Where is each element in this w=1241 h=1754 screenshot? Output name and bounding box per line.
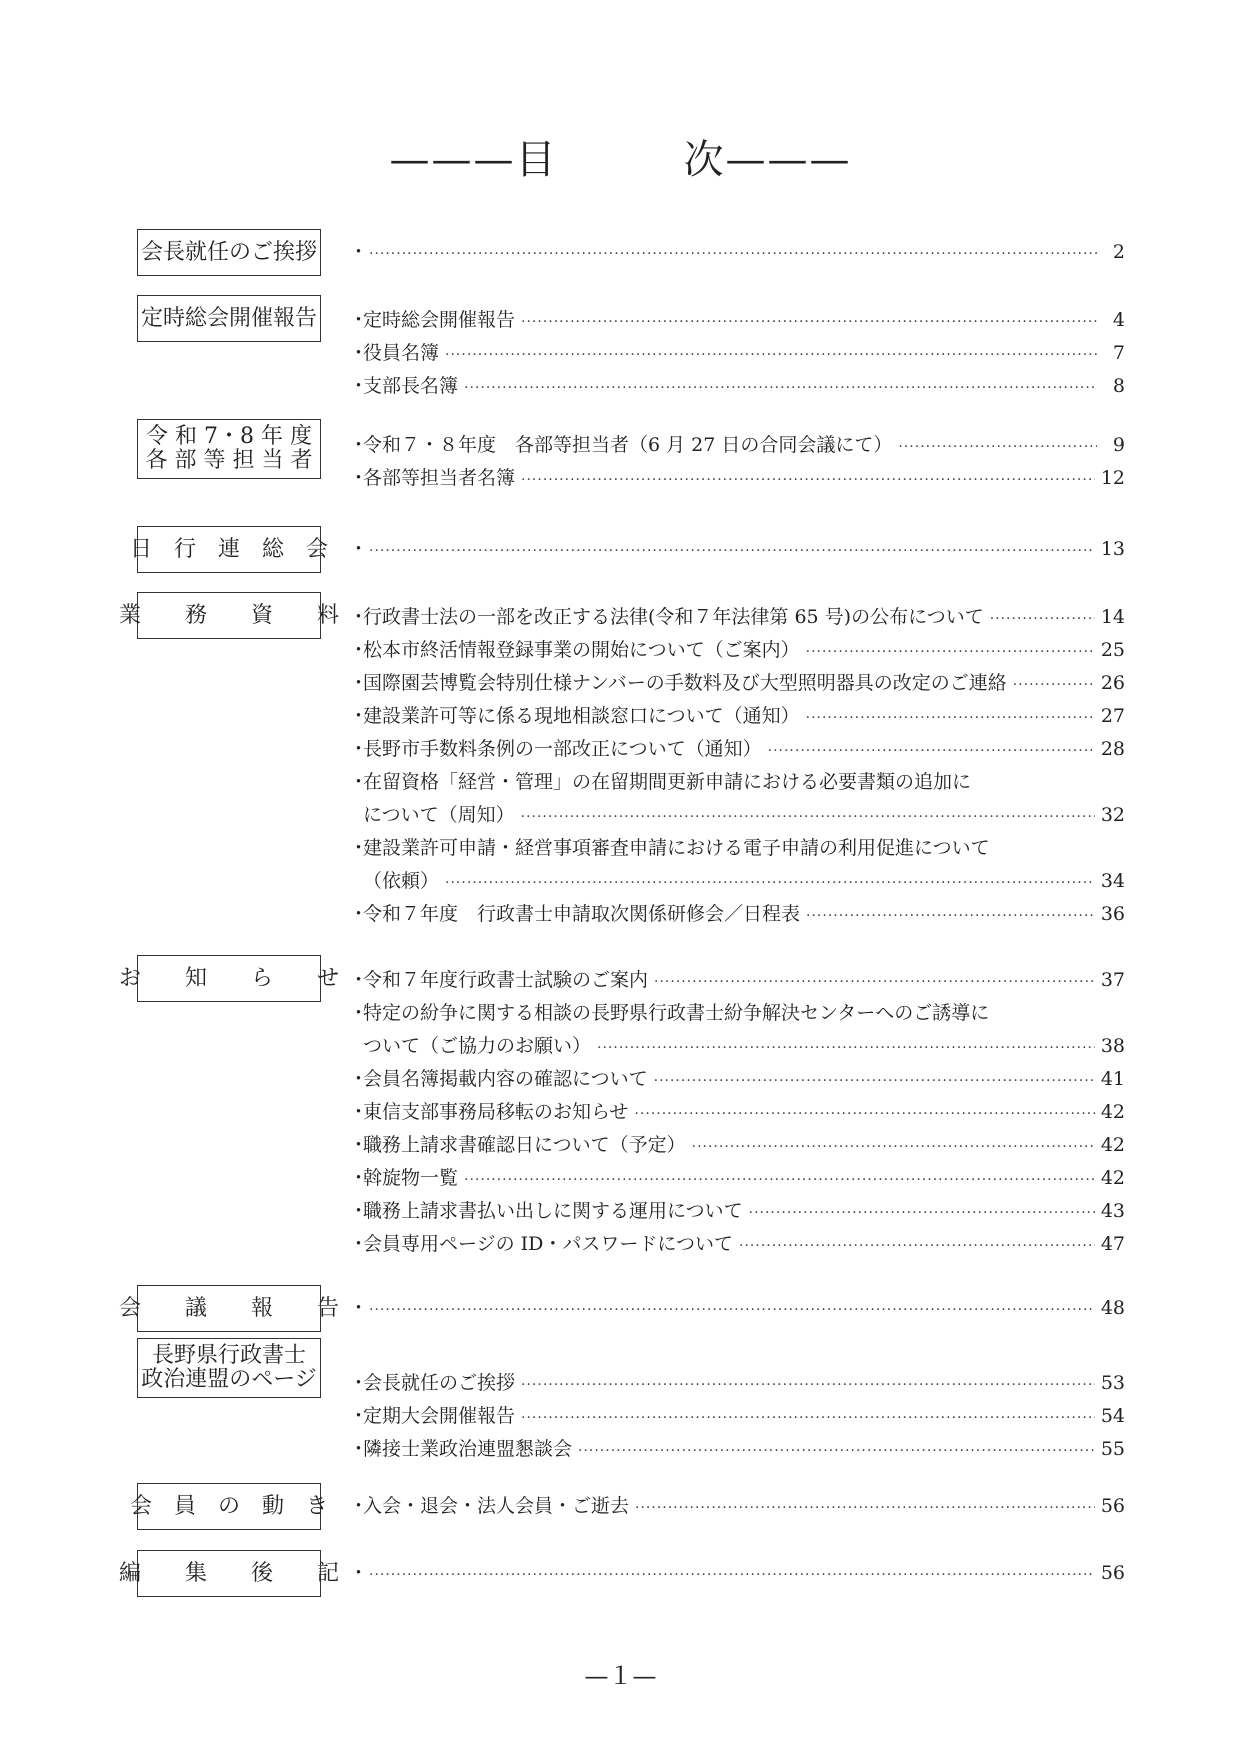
- entry-title: 職務上請求書払い出しに関する運用について: [363, 1200, 743, 1222]
- entry-title: 令和７年度行政書士試験のご案内: [363, 969, 649, 991]
- entry-page: 13: [1100, 538, 1125, 560]
- toc-entry[interactable]: ・ 令和７・８年度 各部等担当者（6 月 27 日の合同会議にて） ····· 9: [349, 429, 1125, 462]
- entry-page: 41: [1100, 1068, 1125, 1090]
- entry-page: 55: [1100, 1438, 1125, 1460]
- section-label: 日 行 連 総 会: [137, 526, 321, 573]
- toc-entry[interactable]: ・ 各部等担当者名簿 ····· 12: [349, 462, 1125, 495]
- toc-entry[interactable]: ・ ····· 2: [349, 236, 1125, 269]
- entry-title: 長野市手数料条例の一部改正について（通知）: [363, 738, 762, 760]
- entry-title: 入会・退会・法人会員・ご逝去: [363, 1495, 630, 1517]
- toc-entry[interactable]: ・ ····· 13: [349, 533, 1125, 566]
- toc-entry[interactable]: ・ 定時総会開催報告 ····· 4: [349, 304, 1125, 337]
- toc-entry[interactable]: ・ 入会・退会・法人会員・ご逝去 ····· 56: [349, 1490, 1125, 1523]
- section-label: 業 務 資 料: [137, 592, 321, 639]
- entry-title: について（周知）: [363, 804, 515, 826]
- entry-page: 37: [1100, 969, 1125, 991]
- entry-page: 32: [1100, 804, 1125, 826]
- entry-page: 43: [1100, 1200, 1125, 1222]
- entry-page: 12: [1100, 467, 1125, 489]
- entry-page: 47: [1100, 1233, 1125, 1255]
- entry-title: 会長就任のご挨拶: [363, 1372, 516, 1394]
- entry-page: 14: [1100, 606, 1125, 628]
- entry-page: 4: [1112, 309, 1125, 331]
- entry-page: 48: [1100, 1297, 1125, 1319]
- toc-entry[interactable]: ・ 令和７年度行政書士試験のご案内 ····· 37: [349, 964, 1125, 997]
- entry-title: 国際園芸博覧会特別仕様ナンバーの手数料及び大型照明器具の改定のご連絡: [363, 672, 1007, 694]
- toc-entry[interactable]: ・ 建設業許可申請・経営事項審査申請における電子申請の利用促進について: [349, 832, 1125, 865]
- toc-entry[interactable]: ・ ····· 48: [349, 1292, 1125, 1325]
- toc-entry[interactable]: ・ 会長就任のご挨拶 ····· 53: [349, 1367, 1125, 1400]
- toc-entry[interactable]: ・ 職務上請求書払い出しに関する運用について ····· 43: [349, 1195, 1125, 1228]
- toc-entry[interactable]: ・ 在留資格「経営・管理」の在留期間更新申請における必要書類の追加に: [349, 766, 1125, 799]
- entry-title: （依頼）: [363, 870, 440, 892]
- section-label: お 知 ら せ: [137, 955, 321, 1002]
- entry-page: 8: [1112, 375, 1125, 397]
- toc-entry[interactable]: ・ 特定の紛争に関する相談の長野県行政書士紛争解決センターへのご誘導に: [349, 997, 1125, 1030]
- section-label: 編 集 後 記: [137, 1550, 321, 1597]
- entry-title: 会員名簿掲載内容の確認について: [363, 1068, 648, 1090]
- entry-page: 27: [1100, 705, 1125, 727]
- entry-page: 42: [1100, 1101, 1125, 1123]
- entry-page: 56: [1100, 1562, 1125, 1584]
- toc-entry[interactable]: ・ 国際園芸博覧会特別仕様ナンバーの手数料及び大型照明器具の改定のご連絡 ····· 26: [349, 667, 1125, 700]
- section-label: 会 員 の 動 き: [137, 1483, 321, 1530]
- entry-title: 支部長名簿: [363, 375, 459, 397]
- entry-title: 定時総会開催報告: [363, 309, 516, 331]
- entry-title: 建設業許可等に係る現地相談窓口について（通知）: [363, 705, 800, 727]
- entry-title: 行政書士法の一部を改正する法律(令和７年法律第 65 号)の公布について: [363, 606, 984, 628]
- entry-title: 隣接士業政治連盟懇談会: [363, 1438, 573, 1460]
- toc-entry[interactable]: ・ 会員専用ページの ID・パスワードについて ····· 47: [349, 1228, 1125, 1261]
- entry-page: 36: [1100, 903, 1125, 925]
- entry-title: 建設業許可申請・経営事項審査申請における電子申請の利用促進について: [363, 837, 990, 859]
- entry-page: 42: [1100, 1167, 1125, 1189]
- toc-entry[interactable]: ・ 職務上請求書確認日について（予定） ····· 42: [349, 1129, 1125, 1162]
- entry-title: 松本市終活情報登録事業の開始について（ご案内）: [363, 639, 800, 661]
- entry-page: 28: [1100, 738, 1125, 760]
- toc-entry[interactable]: ・ 行政書士法の一部を改正する法律(令和７年法律第 65 号)の公布について ····· 14: [349, 601, 1125, 634]
- toc-entry[interactable]: [349, 799, 1125, 832]
- page-title: ———目 次———: [389, 137, 852, 183]
- toc-entry[interactable]: ・ 長野市手数料条例の一部改正について（通知） ····· 28: [349, 733, 1125, 766]
- entry-page: 54: [1100, 1405, 1125, 1427]
- toc-entry[interactable]: ・ 会員名簿掲載内容の確認について ····· 41: [349, 1063, 1125, 1096]
- toc-entry[interactable]: ・ 定期大会開催報告 ····· 54: [349, 1400, 1125, 1433]
- entry-title: 令和７・８年度 各部等担当者（6 月 27 日の合同会議にて）: [363, 434, 893, 456]
- section-label: 会長就任のご挨拶: [137, 229, 321, 276]
- entry-title: 職務上請求書確認日について（予定）: [363, 1134, 686, 1156]
- entry-title: 令和７年度 行政書士申請取次関係研修会／日程表: [363, 903, 801, 925]
- toc-entry[interactable]: ・ 役員名簿 ····· 7: [349, 337, 1125, 370]
- toc-entry[interactable]: ・ 東信支部事務局移転のお知らせ ····· 42: [349, 1096, 1125, 1129]
- toc-entry[interactable]: ・ 斡旋物一覧 ····· 42: [349, 1162, 1125, 1195]
- entry-title: 東信支部事務局移転のお知らせ: [363, 1101, 629, 1123]
- toc-entry[interactable]: ・ 建設業許可等に係る現地相談窓口について（通知） ····· 27: [349, 700, 1125, 733]
- entry-page: 53: [1100, 1372, 1125, 1394]
- toc-entry[interactable]: ・ ····· 56: [349, 1557, 1125, 1590]
- entry-page: 56: [1100, 1495, 1125, 1517]
- section-label: 長野県行政書士 政治連盟のページ: [137, 1338, 321, 1398]
- entry-page: 25: [1100, 639, 1125, 661]
- entry-title: 定期大会開催報告: [363, 1405, 516, 1427]
- entry-page: 42: [1100, 1134, 1125, 1156]
- section-label: 会 議 報 告: [137, 1285, 321, 1332]
- page-number: —１—: [584, 1662, 657, 1690]
- entry-title: 各部等担当者名簿: [363, 467, 516, 489]
- section-label: 定時総会開催報告: [137, 295, 321, 342]
- entry-title: 役員名簿: [363, 342, 440, 364]
- entry-page: 26: [1100, 672, 1125, 694]
- toc-entry[interactable]: [349, 865, 1125, 898]
- toc-entry[interactable]: ・ 支部長名簿 ····· 8: [349, 370, 1125, 403]
- entry-page: 38: [1100, 1035, 1125, 1057]
- entry-title: 会員専用ページの ID・パスワードについて: [363, 1233, 734, 1255]
- toc-entry[interactable]: ・ 松本市終活情報登録事業の開始について（ご案内） ····· 25: [349, 634, 1125, 667]
- toc-entry[interactable]: ・ 令和７年度 行政書士申請取次関係研修会／日程表 ····· 36: [349, 898, 1125, 931]
- entry-page: 34: [1100, 870, 1125, 892]
- entry-page: 9: [1112, 434, 1125, 456]
- entry-title: 特定の紛争に関する相談の長野県行政書士紛争解決センターへのご誘導に: [363, 1002, 990, 1024]
- entry-title: ついて（ご協力のお願い）: [363, 1035, 592, 1057]
- entry-page: 7: [1112, 342, 1125, 364]
- entry-title: 斡旋物一覧: [363, 1167, 459, 1189]
- entry-page: 2: [1112, 241, 1125, 263]
- entry-title: 在留資格「経営・管理」の在留期間更新申請における必要書類の追加に: [363, 771, 972, 793]
- toc-entry[interactable]: ・ 隣接士業政治連盟懇談会 ····· 55: [349, 1433, 1125, 1466]
- toc-entry[interactable]: [349, 1030, 1125, 1063]
- section-label: 令 和 7・8 年 度 各 部 等 担 当 者: [137, 419, 321, 479]
